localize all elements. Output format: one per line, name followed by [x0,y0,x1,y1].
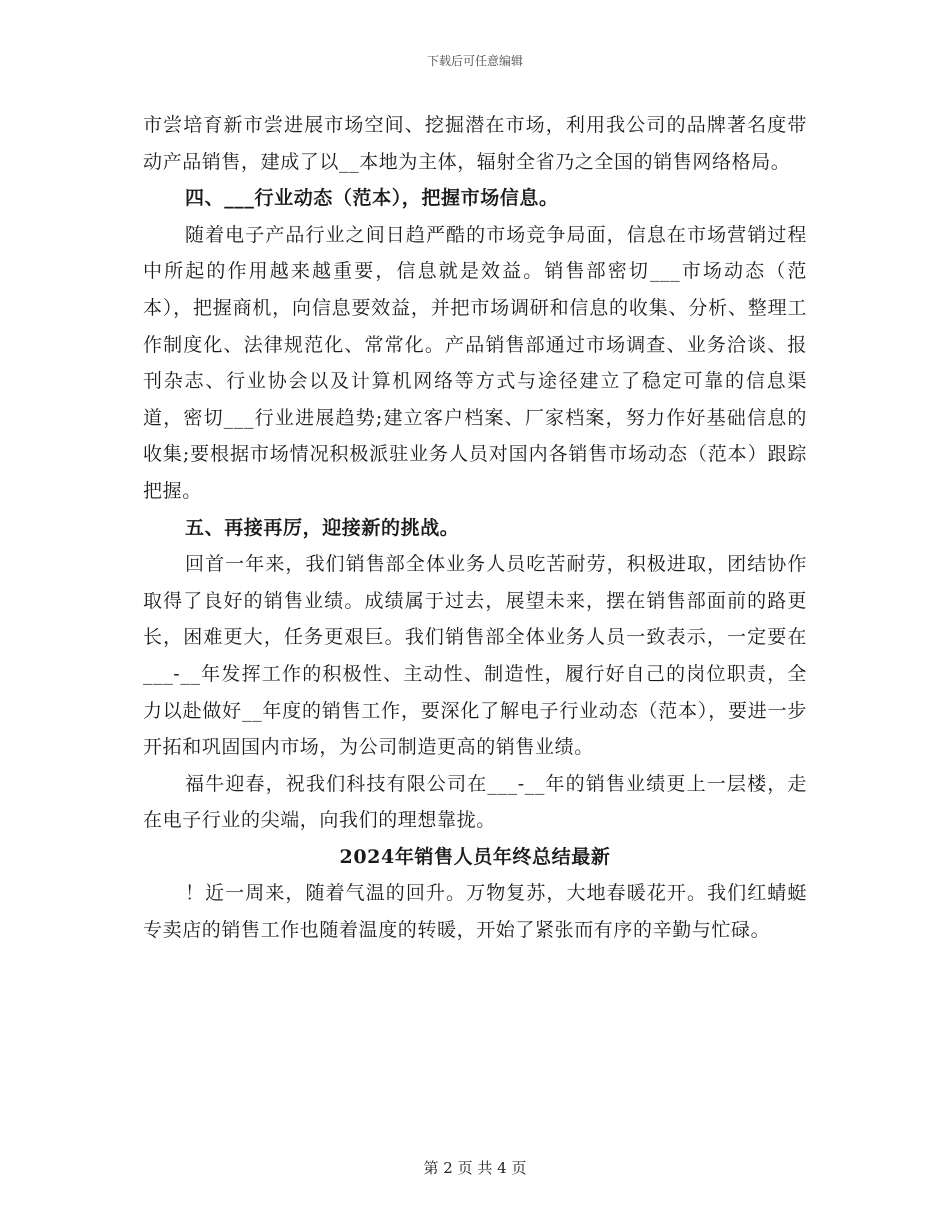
page-header: 下载后可任意编辑 [426,54,523,68]
document-body [143,107,807,949]
section-heading-4: 四、___行业动态（范本），把握市场信息。 [185,187,559,210]
paragraph-spring-sales: ！近一周来，随着气温的回升。万物复苏，大地春暖花开。我们红蜻蜓专卖店的销售工作也随着温度的转暖，开始了紧张而有序的辛勤与忙碌。 [143,882,807,942]
paragraph-new-year-wish: 福牛迎春，祝我们科技有限公司在___-__年的销售业绩更上一层楼，走在电子行业的尖端，向我们的理想靠拢。 [143,772,807,832]
section-heading-5: 五、再接再厉，迎接新的挑战。 [185,516,460,539]
paragraph-review-outlook: 回首一年来，我们销售部全体业务人员吃苦耐劳，积极进取，团结协作取得了良好的销售业绩。成绩属于过去，展望未来，摆在销售部面前的路更长，困难更大，任务更艰巨。我们销售部全体业务人员一致表示，一定要在___-__年发挥工作的积极性、主动性、制造性，履行好自己的岗位职责，全力以赴做好__年度的销售工作，要深化了解电子行业动态（范本），要进一步开拓和巩固国内市场，为公司制造更高的销售业绩。 [143,553,807,759]
paragraph-market-network: 市尝培育新市尝进展市场空间、挖掘潜在市场，利用我公司的品牌著名度带动产品销售，建成了以__本地为主体，辐射全省乃之全国的销售网络格局。 [143,114,807,173]
page-number-footer: 第 2 页 共 4 页 [423,1159,527,1177]
document-title: 2024年销售人员年终总结最新 [339,845,611,868]
paragraph-market-information: 随着电子产品行业之间日趋严酷的市场竞争局面，信息在市场营销过程中所起的作用越来越重要，信息就是效益。销售部密切___市场动态（范本），把握商机，向信息要效益，并把市场调研和信息的收集、分析、整理工作制度化、法律规范化、常常化。产品销售部通过市场调查、业务洽谈、报刊杂志、行业协会以及计算机网络等方式与途径建立了稳定可靠的信息渠道，密切___行业进展趋势;建立客户档案、厂家档案，努力作好基础信息的收集;要根据市场情况积极派驻业务人员对国内各销售市场动态（范本）跟踪把握。 [143,223,807,502]
